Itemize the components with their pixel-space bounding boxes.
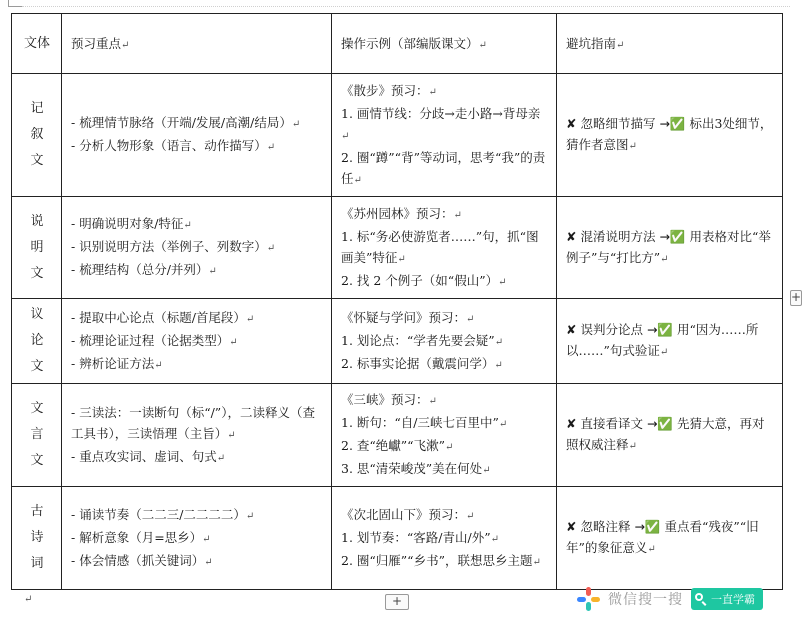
header-focus-cell: 预习重点↵ [62,14,332,74]
tip-cell: ✘ 直接看译文 →✅ 先猜大意，再对照权威注释↵ [557,384,783,487]
watermark-text: 微信搜一搜 [608,592,683,608]
header-tips: 避坑指南 [566,35,617,51]
tip-right: 重点看“残夜”“旧年”的象征意义 [566,519,759,555]
focus-item: - 梳理情节脉络（开端/发展/高潮/结局）↵ [71,115,301,130]
focus-item: - 梳理论证过程（论据类型）↵ [71,332,238,348]
tip-cell: ✘ 混淆说明方法 →✅ 用表格对比“举例子”与“打比方”↵ [557,197,783,299]
arrow-right-icon: → [646,416,658,431]
page-top-border [22,6,790,7]
add-row-button[interactable]: + [385,594,409,610]
focus-cell [62,384,332,487]
example-line: 《次北固山下》预习：↵ [341,506,475,522]
genre-cell [12,197,62,299]
tip-wrong: 误判分论点 [576,322,647,337]
example-line: 《苏州园林》预习：↵ [341,205,462,221]
check-icon: ✅ [669,116,686,131]
example-line: 1. 划论点：“学者先要会疑”↵ [341,332,504,348]
check-icon: ✅ [669,228,686,244]
arrow-right-icon: → [646,322,658,337]
example-line: 1. 划节奏：“客路/青山/外”↵ [341,529,499,545]
preview-guide-table [11,13,783,590]
example-cell [332,74,557,197]
wechat-search-watermark [570,583,800,615]
arrow-right-icon: → [659,228,670,244]
watermark-search-label: 一直学霸 [711,593,755,606]
arrow-right-icon: → [634,519,645,534]
wechat-search-logo-icon [576,586,602,612]
page-corner-mark [8,0,23,7]
tip-cell: ✘ 忽略注释 →✅ 重点看“残夜”“旧年”的象征意义↵ [557,487,783,590]
header-example: 操作示例（部编版课文） [341,35,479,51]
table-row [12,299,783,384]
genre-cell [12,487,62,590]
focus-item: - 诵读节奏（二二三/二二二二）↵ [71,506,255,522]
table-header-row [12,14,783,74]
focus-item: - 体会情感（抓关键词）↵ [71,552,213,568]
table-row [12,487,783,590]
arrow-right-icon: → [659,116,670,131]
example-cell [332,197,557,299]
cross-icon: ✘ [566,519,577,534]
tip-wrong: 混淆说明方法 [576,228,660,244]
focus-cell [62,197,332,299]
focus-cell [62,74,332,197]
tip-right: 标出3处细节，猜作者意图 [566,116,773,152]
genre-name: 记叙文 [30,101,44,168]
watermark-search-box [691,588,763,610]
genre-name: 说明文 [30,213,44,281]
example-line: 《三峡》预习：↵ [341,392,437,407]
header-tips-cell: 避坑指南↵ [557,14,783,74]
header-example-cell: 操作示例（部编版课文）↵ [332,14,557,74]
table-row [12,74,783,197]
focus-item: - 辨析论证方法↵ [71,355,163,371]
table-row [12,197,783,299]
genre-name: 古诗词 [30,504,44,571]
focus-item: - 解析意象（月=思乡）↵ [71,529,211,545]
focus-item: - 三读法：一读断句（标“/”），二读释义（查工具书），三读悟理（主旨）↵ [71,404,315,441]
add-column-button[interactable]: + [791,290,802,304]
genre-name: 文言文 [30,401,44,468]
example-line: 1. 画情节线：分歧→走小路→背母亲↵ [341,105,541,142]
example-line: 3. 思“清荣峻茂”美在何处↵ [341,461,491,476]
example-line: 2. 圈“归雁”“乡书”，联想思乡主题↵ [341,552,541,568]
header-genre: 文体 [24,36,51,51]
focus-item: - 提取中心论点（标题/首尾段）↵ [71,309,255,325]
header-focus: 预习重点 [71,35,122,51]
focus-item: - 重点攻实词、虚词、句式↵ [71,448,226,464]
cross-icon: ✘ [566,322,577,337]
focus-item: - 分析人物形象（语言、动作描写）↵ [71,138,276,153]
focus-cell [62,487,332,590]
example-line: 《散步》预习：↵ [341,82,437,98]
cross-icon: ✘ [566,116,577,131]
search-icon [695,593,707,605]
focus-cell [62,299,332,384]
example-line: 2. 圈“蹲”“背”等动词，思考“我”的责任↵ [341,149,546,186]
tip-wrong: 直接看译文 [576,416,647,431]
focus-item: - 识别说明方法（举例子、列数字）↵ [71,239,276,254]
example-cell [332,487,557,590]
example-cell [332,384,557,487]
example-line: 1. 断句：“自/三峡七百里中”↵ [341,415,508,430]
genre-cell [12,74,62,197]
genre-cell [12,299,62,384]
tip-wrong: 忽略注释 [576,519,635,534]
table-row [12,384,783,487]
genre-name: 议论文 [30,307,44,374]
check-icon: ✅ [657,416,673,431]
focus-item: - 梳理结构（总分/并列）↵ [71,262,217,277]
example-line: 《怀疑与学问》预习：↵ [341,309,475,325]
tip-right: 用表格对比“举例子”与“打比方” [566,228,771,265]
header-genre-cell [12,14,62,74]
example-line: 1. 标“务必使游览者……”句，抓“图画美”特征↵ [341,228,539,265]
paragraph-mark: ↵ [24,594,33,605]
check-icon: ✅ [644,519,661,534]
tip-wrong: 忽略细节描写 [576,116,660,131]
focus-item: - 明确说明对象/特征↵ [71,216,192,231]
example-line: 2. 查“绝巘”“飞漱”↵ [341,438,454,453]
check-icon: ✅ [657,322,673,337]
example-line: 2. 找 2 个例子（如“假山”）↵ [341,272,507,288]
tip-cell: ✘ 忽略细节描写 →✅ 标出3处细节，猜作者意图↵ [557,74,783,197]
tip-right: 先猜大意，再对照权威注释 [566,416,765,452]
example-line: 2. 标事实论据（戴震问学）↵ [341,355,503,371]
cross-icon: ✘ [566,416,577,431]
tip-right: 用“因为……所以……”句式验证 [566,322,759,358]
genre-cell [12,384,62,487]
cross-icon: ✘ [566,228,577,244]
example-cell [332,299,557,384]
tip-cell: ✘ 误判分论点 →✅ 用“因为……所以……”句式验证↵ [557,299,783,384]
